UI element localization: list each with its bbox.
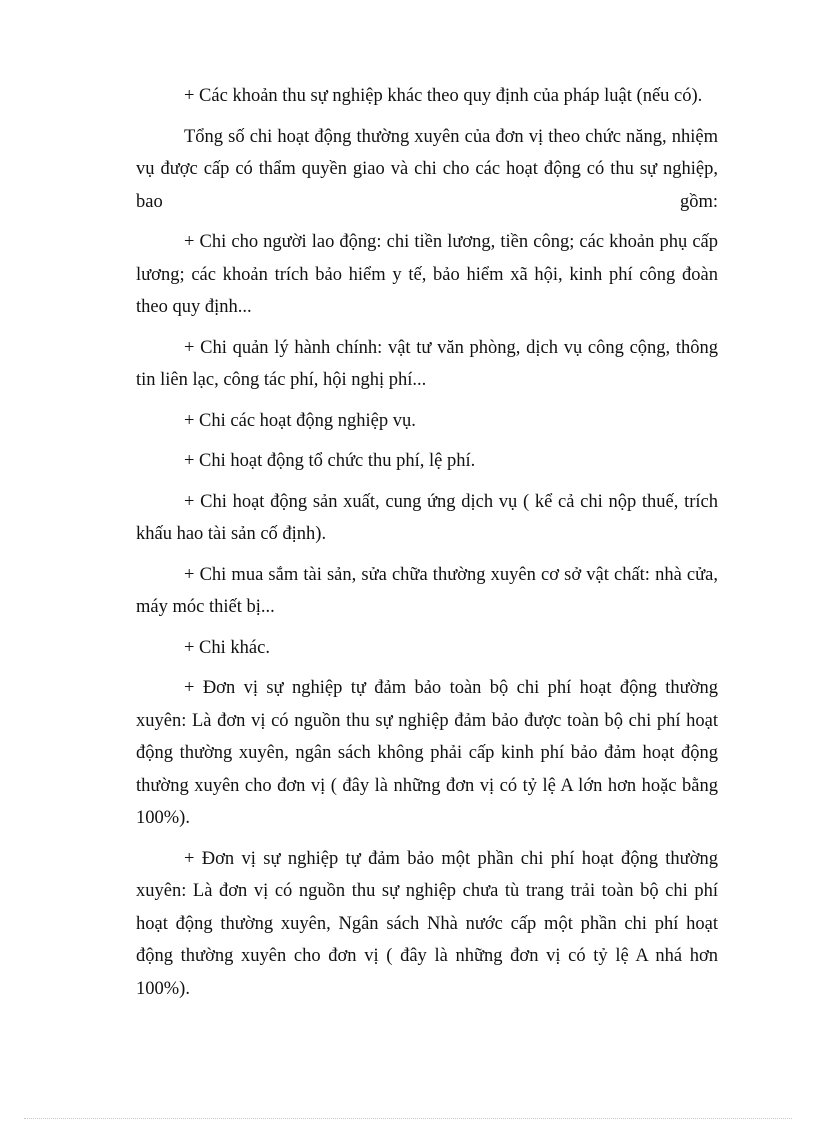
paragraph-production-costs: + Chi hoạt động sản xuất, cung ứng dịch vụ ( kể cả chi nộp thuế, trích khấu hao tài sản cố định). [136, 491, 718, 544]
paragraph-fully-self-funded-unit: + Đơn vị sự nghiệp tự đảm bảo toàn bộ chi phí hoạt động thường xuyên: Là đơn vị có nguồn thu sự nghiệp đảm bảo được toàn bộ chi phí hoạt động thường xuyên, ngân sách không phải cấp kinh phí bảo đảm hoạt động thường xuyên cho đơn vị ( đây là những đơn vị có tỷ lệ A lớn hơn hoặc bằng 100%). [136, 678, 718, 828]
page-bottom-rule [24, 1118, 792, 1119]
document-body [136, 80, 718, 1013]
paragraph-labor-costs: + Chi cho người lao động: chi tiền lương, tiền công; các khoản phụ cấp lương; các khoản trích bảo hiểm y tế, bảo hiểm xã hội, kinh phí công đoàn theo quy định... [136, 232, 718, 317]
paragraph-procurement-costs: + Chi mua sắm tài sản, sửa chữa thường xuyên cơ sở vật chất: nhà cửa, máy móc thiết bị... [136, 564, 718, 617]
paragraph-other-costs: + Chi khác. [184, 637, 270, 658]
paragraph-other-revenue: + Các khoản thu sự nghiệp khác theo quy định của pháp luật (nếu có). [184, 86, 703, 106]
paragraph-fee-collection-costs: + Chi hoạt động tổ chức thu phí, lệ phí. [184, 451, 476, 471]
paragraph-professional-costs: + Chi các hoạt động nghiệp vụ. [184, 410, 416, 431]
paragraph-total-expenditure: Tổng số chi hoạt động thường xuyên của đơn vị theo chức năng, nhiệm vụ được cấp có thẩm quyền giao và chi cho các hoạt động có thu sự nghiệp, bao gồm: [136, 126, 718, 212]
paragraph-partially-self-funded-unit: + Đơn vị sự nghiệp tự đảm bảo một phần chi phí hoạt động thường xuyên: Là đơn vị có nguồn thu sự nghiệp chưa tù trang trải toàn bộ chi phí hoạt động thường xuyên, Ngân sách Nhà nước cấp một phần chi phí hoạt động thường xuyên cho đơn vị ( đây là những đơn vị có tỷ lệ A nhá hơn 100%). [136, 848, 718, 999]
paragraph-admin-costs: + Chi quản lý hành chính: vật tư văn phòng, dịch vụ công cộng, thông tin liên lạc, công tác phí, hội nghị phí... [136, 337, 718, 390]
